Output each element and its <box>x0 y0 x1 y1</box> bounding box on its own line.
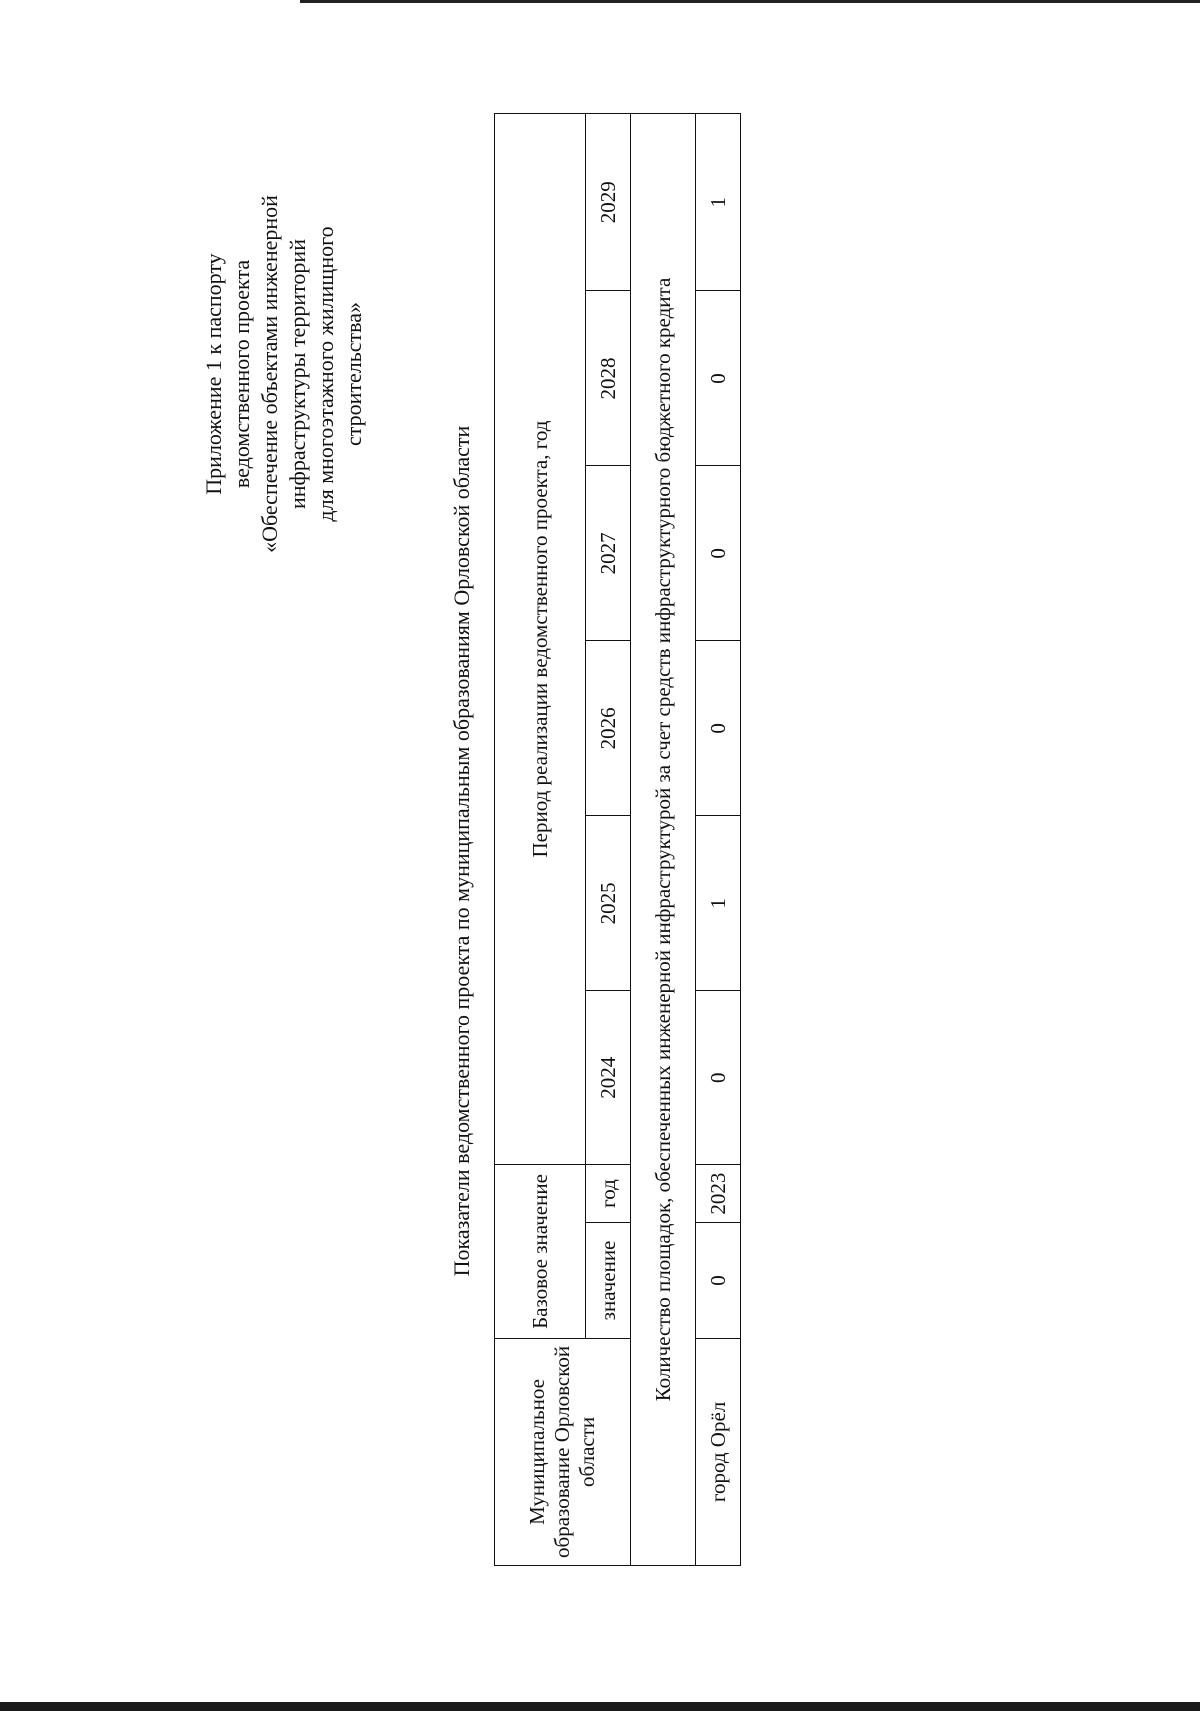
cell-municipality: город Орёл <box>696 1338 741 1565</box>
header-period: Период реализации ведомственного проекта, год <box>495 114 586 1165</box>
appendix-line: инфраструктуры территорий <box>285 239 310 509</box>
header-municipality: Муниципальное образование Орловской области <box>495 1338 631 1565</box>
header-year-2029: 2029 <box>586 114 631 291</box>
appendix-line: ведомственного проекта <box>229 259 254 489</box>
cell-value-2025: 1 <box>696 816 741 991</box>
cell-value-2028: 0 <box>696 291 741 466</box>
header-base-value: Базовое значение <box>495 1165 586 1339</box>
header-year: год <box>586 1165 631 1223</box>
header-value: значение <box>586 1223 631 1339</box>
header-year-2025: 2025 <box>586 816 631 991</box>
scan-bottom-edge <box>0 1702 1200 1711</box>
appendix-header <box>200 134 368 614</box>
section-title: Количество площадок, обеспеченных инженерной инфраструктурой за счет средств инфраструктурного бюджетного кредита <box>631 114 696 1566</box>
indicators-table <box>494 113 741 1566</box>
header-year-2027: 2027 <box>586 466 631 641</box>
header-year-2028: 2028 <box>586 291 631 466</box>
cell-value-2029: 1 <box>696 114 741 291</box>
cell-value-2024: 0 <box>696 991 741 1165</box>
cell-base-year: 2023 <box>696 1165 741 1223</box>
cell-value-2026: 0 <box>696 641 741 816</box>
cell-base-value: 0 <box>696 1223 741 1339</box>
appendix-line: «Обеспечение объектами инженерной <box>257 195 282 553</box>
header-year-2024: 2024 <box>586 991 631 1165</box>
appendix-line: строительства» <box>341 301 366 447</box>
table-title: Показатели ведомственного проекта по муниципальным образованиям Орловской области <box>449 425 474 1277</box>
table-row <box>696 114 741 1566</box>
header-year-2026: 2026 <box>586 641 631 816</box>
appendix-line: Приложение 1 к паспорту <box>201 253 226 495</box>
cell-value-2027: 0 <box>696 466 741 641</box>
appendix-line: для многоэтажного жилищного <box>313 226 338 522</box>
